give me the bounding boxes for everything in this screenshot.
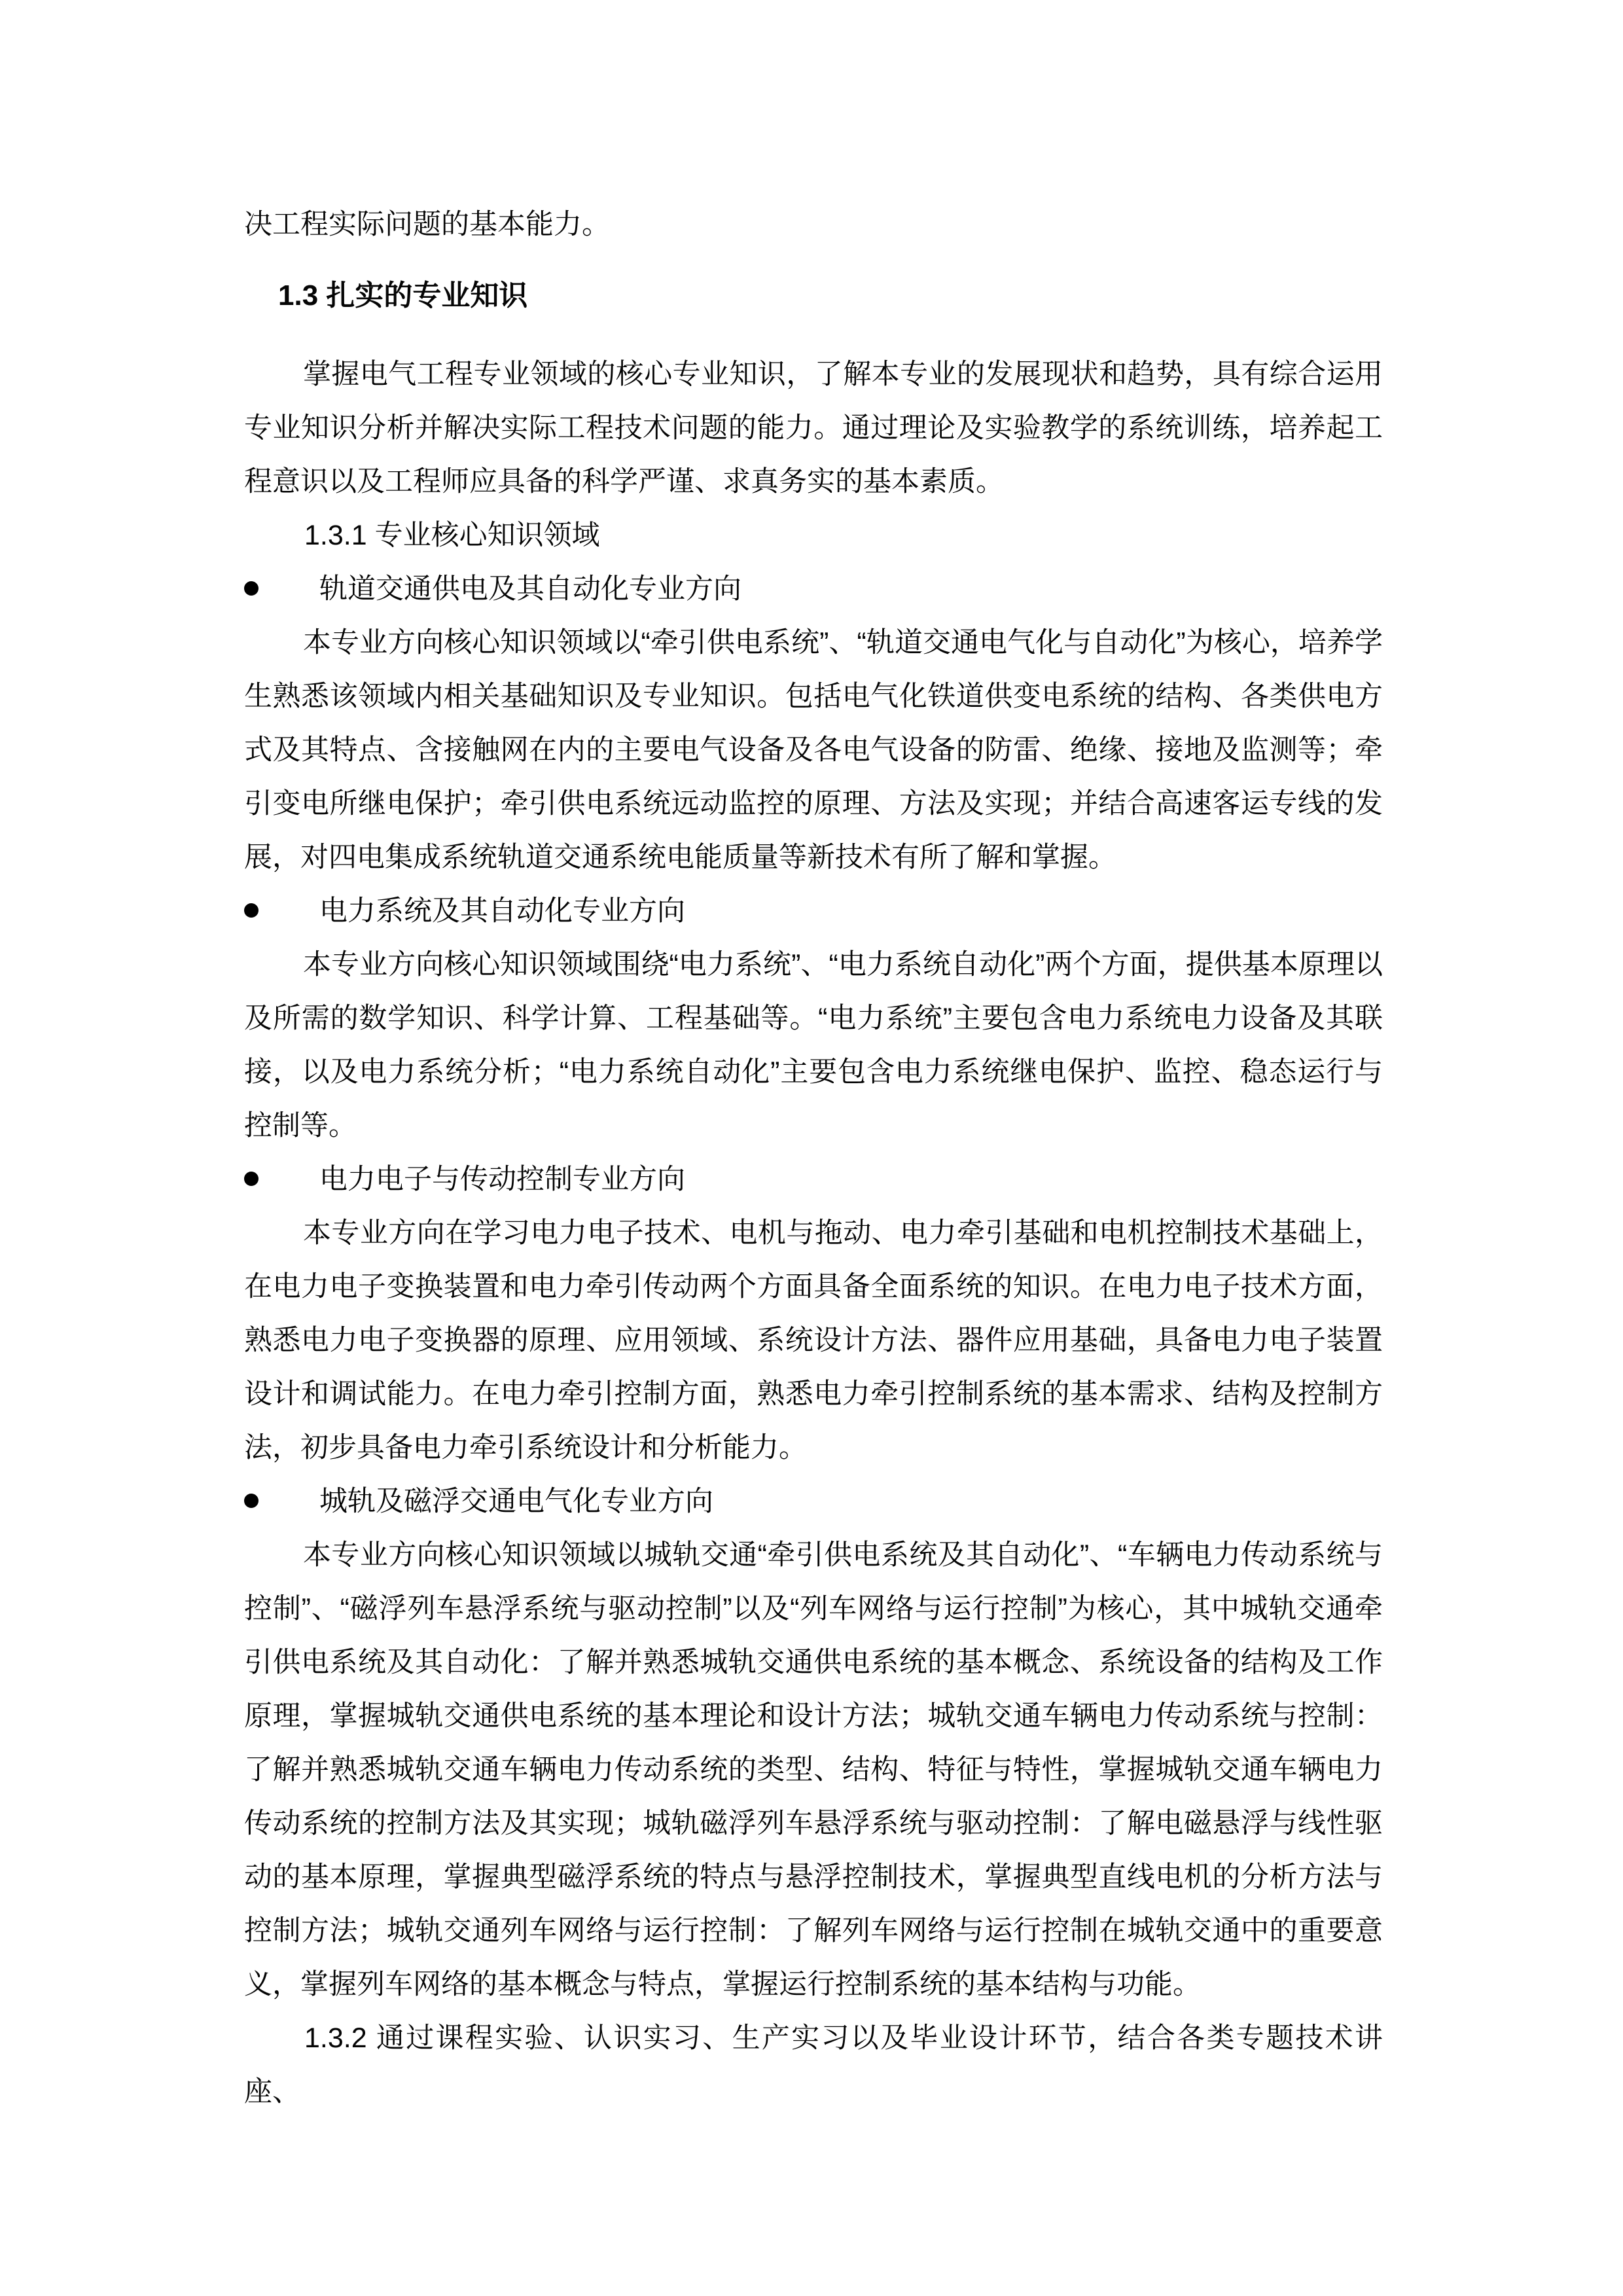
bullet-item <box>244 1153 1383 1206</box>
body-paragraph: 本专业方向在学习电力电子技术、电机与拖动、电力牵引基础和电机控制技术基础上，在电力电子变换装置和电力牵引传动两个方面具备全面系统的知识。在电力电子技术方面，熟悉电力电子变换器的原理、应用领域、系统设计方法、器件应用基础，具备电力电子装置设计和调试能力。在电力牵引控制方面，熟悉电力牵引控制系统的基本需求、结构及控制方法，初步具备电力牵引系统设计和分析能力。 <box>244 1217 1383 1463</box>
bullet-item-label: 城轨及磁浮交通电气化专业方向 <box>319 1486 713 1517</box>
bullet-item-label: 电力电子与传动控制专业方向 <box>319 1164 685 1195</box>
section-heading: 1.3 扎实的专业知识 <box>278 279 528 312</box>
bullet-item <box>244 1475 1383 1528</box>
bullet-icon <box>244 1494 259 1508</box>
body-paragraph: 掌握电气工程专业领域的核心专业知识，了解本专业的发展现状和趋势，具有综合运用专业知识分析并解决实际工程技术问题的能力。通过理论及实验教学的系统训练，培养起工程意识以及工程师应具备的科学严谨、求真务实的基本素质。 <box>244 359 1383 497</box>
subsection-label: 1.3.1 专业核心知识领域 <box>304 520 600 551</box>
bullet-item-label: 轨道交通供电及其自动化专业方向 <box>319 573 741 605</box>
bullet-icon <box>244 903 259 918</box>
subsection-paragraph: 1.3.2 通过课程实验、认识实习、生产实习以及毕业设计环节，结合各类专题技术讲座、 <box>244 2022 1383 2108</box>
body-paragraph: 本专业方向核心知识领域以城轨交通“牵引供电系统及其自动化”、“车辆电力传动系统与控制”、“磁浮列车悬浮系统与驱动控制”以及“列车网络与运行控制”为核心，其中城轨交通牵引供电系统及其自动化：了解并熟悉城轨交通供电系统的基本概念、系统设备的结构及工作原理，掌握城轨交通供电系统的基本理论和设计方法；城轨交通车辆电力传动系统与控制：了解并熟悉城轨交通车辆电力传动系统的类型、结构、特征与特性，掌握城轨交通车辆电力传动系统的控制方法及其实现；城轨磁浮列车悬浮系统与驱动控制：了解电磁悬浮与线性驱动的基本原理，掌握典型磁浮系统的特点与悬浮控制技术，掌握典型直线电机的分析方法与控制方法；城轨交通列车网络与运行控制：了解列车网络与运行控制在城轨交通中的重要意义，掌握列车网络的基本概念与特点，掌握运行控制系统的基本结构与功能。 <box>244 1539 1383 2000</box>
paragraph-continuation: 决工程实际问题的基本能力。 <box>244 209 610 240</box>
bullet-icon <box>244 1172 259 1186</box>
bullet-icon <box>244 581 259 596</box>
bullet-item-label: 电力系统及其自动化专业方向 <box>319 895 685 927</box>
bullet-item <box>244 562 1383 616</box>
bullet-item <box>244 884 1383 938</box>
document-body <box>244 198 1383 2119</box>
body-paragraph: 本专业方向核心知识领域以“牵引供电系统”、“轨道交通电气化与自动化”为核心，培养学生熟悉该领域内相关基础知识及专业知识。包括电气化铁道供变电系统的结构、各类供电方式及其特点、含接触网在内的主要电气设备及各电气设备的防雷、绝缘、接地及监测等；牵引变电所继电保护；牵引供电系统远动监控的原理、方法及实现；并结合高速客运专线的发展，对四电集成系统轨道交通系统电能质量等新技术有所了解和掌握。 <box>244 627 1383 873</box>
body-paragraph: 本专业方向核心知识领域围绕“电力系统”、“电力系统自动化”两个方面，提供基本原理以及所需的数学知识、科学计算、工程基础等。“电力系统”主要包含电力系统电力设备及其联接，以及电力系统分析；“电力系统自动化”主要包含电力系统继电保护、监控、稳态运行与控制等。 <box>244 949 1383 1141</box>
